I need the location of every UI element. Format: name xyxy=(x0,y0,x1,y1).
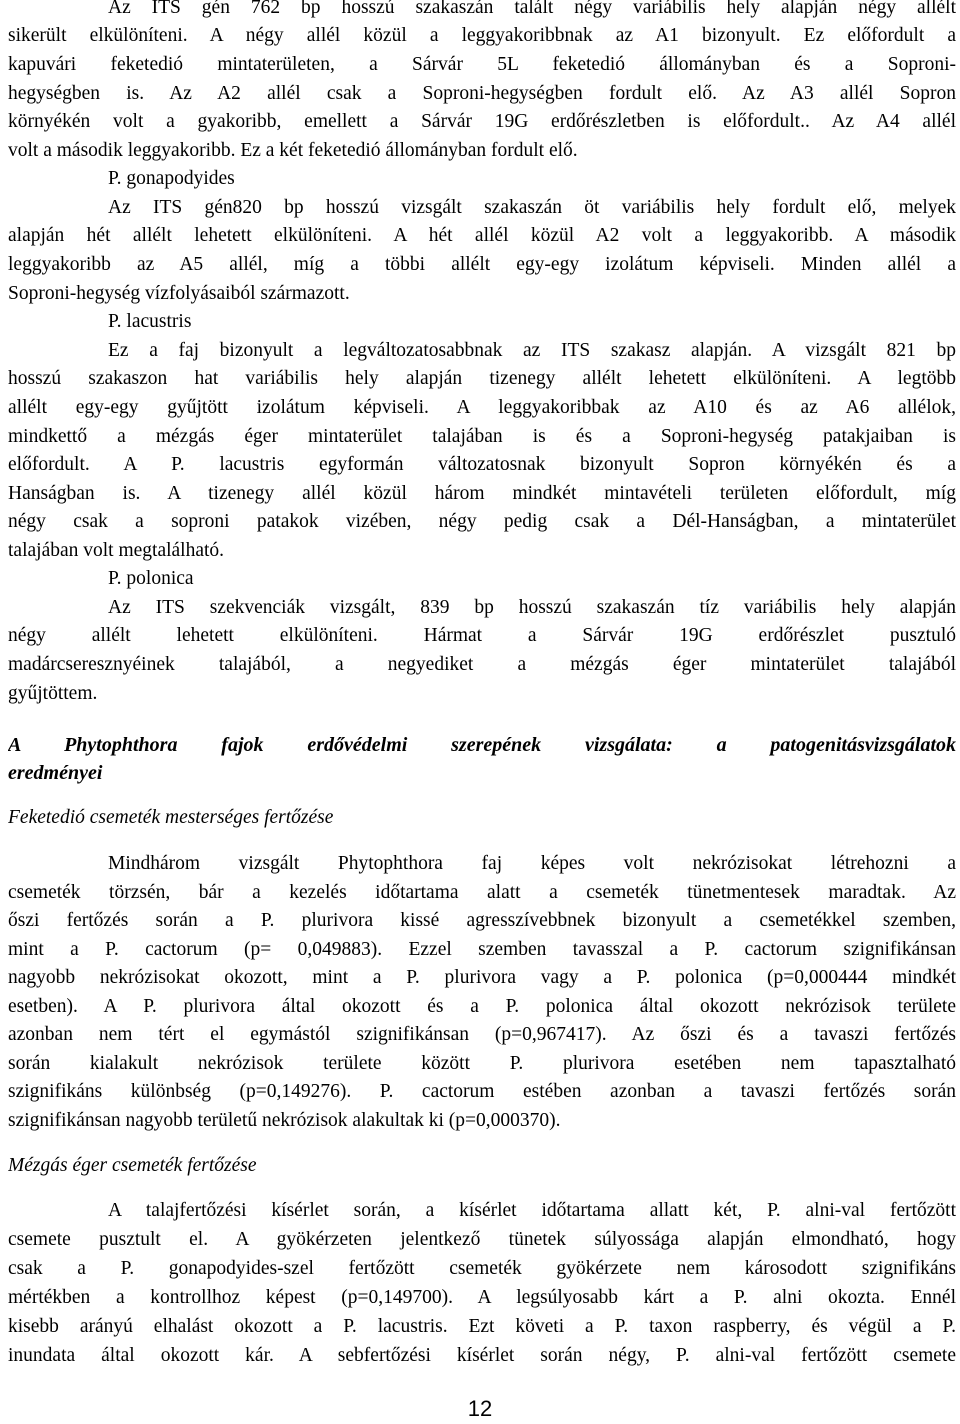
paragraph-line: előfordult. A P. lacustris egyformán változatosnak bizonyult Sopron környékén és a xyxy=(8,454,956,475)
species-label: P. gonapodyides xyxy=(108,168,235,189)
paragraph-line: négy allélt lehetett elkülöníteni. Hármat a Sárvár 19G erdőrészlet pusztuló xyxy=(8,625,956,646)
paragraph-line: négy csak a soproni patakok vizében, négy pedig csak a Dél-Hanságban, a mintaterület xyxy=(8,511,956,532)
paragraph-line: csak a P. gonapodyides-szel fertőzött csemeték gyökérzete nem károsodott szignifikáns xyxy=(8,1258,956,1279)
paragraph-line: szignifikánsan nagyobb területű nekrózisok alakultak ki (p=0,000370). xyxy=(8,1110,561,1131)
paragraph-line: Soproni-hegység vízfolyásaiból származott. xyxy=(8,283,350,304)
paragraph-line: Az ITS szekvenciák vizsgált, 839 bp hosszú szakaszán tíz variábilis hely alapján xyxy=(108,597,956,618)
paragraph-line: Az ITS gén820 bp hosszú vizsgált szakaszán öt variábilis hely fordult elő, melyek xyxy=(108,197,956,218)
paragraph-line: csemeték törzsén, bár a kezelés időtartama alatt a csemeték tünetmentesek maradtak. Az xyxy=(8,882,956,903)
section-heading: eredményei xyxy=(8,762,103,784)
paragraph-line: azonban nem tért el egymástól szignifikánsan (p=0,967417). Az őszi és a tavaszi fertőzés xyxy=(8,1024,956,1045)
paragraph-line: során kialakult nekrózisok területe között P. plurivora esetében nem tapasztalható xyxy=(8,1053,956,1074)
paragraph-line: allélt egy-egy gyűjtött izolátum képviseli. A leggyakoribbak az A10 és az A6 allélok, xyxy=(8,397,956,418)
paragraph-line: környékén volt a gyakoribb, emellett a Sárvár 19G erdőrészletben is előfordult.. Az A4 allél xyxy=(8,111,956,132)
paragraph-line: madárcseresznyéinek talajából, a negyediket a mézgás éger mintaterület talajából xyxy=(8,654,956,675)
paragraph-line: kisebb arányú elhalást okozott a P. lacustris. Ezt követi a P. taxon raspberry, és végül a P. xyxy=(8,1316,956,1337)
paragraph-line: hosszú szakaszon hat variábilis hely alapján tizenegy allélt lehetett elkülöníteni. A legtöbb xyxy=(8,368,956,389)
paragraph-line: Ez a faj bizonyult a legváltozatosabbnak az ITS szakasz alapján. A vizsgált 821 bp xyxy=(108,340,956,361)
paragraph-line: alapján hét allélt lehetett elkülöníteni. A hét allél közül A2 volt a leggyakoribb. A második xyxy=(8,225,956,246)
paragraph-line: leggyakoribb az A5 allél, míg a többi allélt egy-egy izolátum képviseli. Minden allél a xyxy=(8,254,956,275)
paragraph-line: mint a P. cactorum (p= 0,049883). Ezzel szemben tavasszal a P. cactorum szignifikánsan xyxy=(8,939,956,960)
subsection-heading: Mézgás éger csemeték fertőzése xyxy=(8,1155,257,1176)
paragraph-line: Az ITS gén 762 bp hosszú szakaszán talált négy variábilis hely alapján négy allélt xyxy=(108,0,956,18)
paragraph-line: szignifikáns különbség (p=0,149276). P. cactorum estében azonban a tavaszi fertőzés során xyxy=(8,1081,956,1102)
page-number: 12 xyxy=(467,1396,493,1421)
paragraph-line: A talajfertőzési kísérlet során, a kísérlet időtartama allatt két, P. alni-val fertőzött xyxy=(108,1200,956,1221)
paragraph-line: volt a második leggyakoribb. Ez a két feketedió állományban fordult elő. xyxy=(8,140,578,161)
subsection-heading: Feketedió csemeték mesterséges fertőzése xyxy=(8,807,334,828)
section-heading: A Phytophthora fajok erdővédelmi szerepének vizsgálata: a patogenitásvizsgálatok xyxy=(8,734,956,756)
paragraph-line: őszi fertőzés során a P. plurivora kissé agresszívebbnek bizonyult a csemetékkel szemben, xyxy=(8,910,956,931)
paragraph-line: mindkettő a mézgás éger mintaterület talajában is és a Soproni-hegység patakjaiban is xyxy=(8,426,956,447)
species-label: P. polonica xyxy=(108,568,194,589)
paragraph-line: talajában volt megtalálható. xyxy=(8,540,225,561)
paragraph-line: hegységben is. Az A2 allél csak a Soproni-hegységben fordult elő. Az A3 allél Sopron xyxy=(8,83,956,104)
paragraph-line: Hanságban is. A tizenegy allél közül három mindkét mintavételi területen előfordult, míg xyxy=(8,483,956,504)
paragraph-line: mértékben a kontrollhoz képest (p=0,149700). A legsúlyosabb kárt a P. alni okozta. Ennél xyxy=(8,1287,956,1308)
paragraph-line: sikerült elkülöníteni. A négy allél közül a leggyakoribbnak az A1 bizonyult. Ez előfordult a xyxy=(8,25,956,46)
species-label: P. lacustris xyxy=(108,311,192,332)
paragraph-line: Mindhárom vizsgált Phytophthora faj képes volt nekrózisokat létrehozni a xyxy=(108,853,956,874)
paragraph-line: esetben). A P. plurivora által okozott és a P. polonica által okozott nekrózisok területe xyxy=(8,996,956,1017)
paragraph-line: inundata által okozott kár. A sebfertőzési kísérlet során négy, P. alni-val fertőzött csemete xyxy=(8,1345,956,1366)
paragraph-line: nagyobb nekrózisokat okozott, mint a P. plurivora vagy a P. polonica (p=0,000444 mindkét xyxy=(8,967,956,988)
paragraph-line: gyűjtöttem. xyxy=(8,683,98,704)
paragraph-line: kapuvári feketedió mintaterületen, a Sárvár 5L feketedió állományban és a Soproni- xyxy=(8,54,956,75)
paragraph-line: csemete pusztult el. A gyökérzeten jelentkező tünetek súlyossága alapján elmondható, hogy xyxy=(8,1229,956,1250)
